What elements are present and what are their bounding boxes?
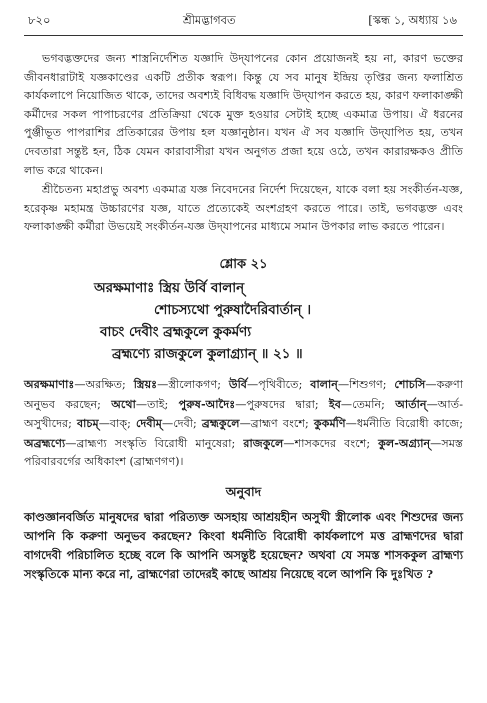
synonym-entry: কুল-অগ্র্যান্‌—সমস্ত পরিবারবর্গের অধিকাংশ (ব্রাহ্মণগণ)। xyxy=(24,435,463,469)
synonym-meaning: ব্রাহ্মণ্য সংস্কৃতি বিরোধী মানুষেরা; xyxy=(76,436,244,450)
synonym-word: স্ত্রিয়ঃ xyxy=(133,376,158,391)
synonym-entry: বালান্‌—শিশুগণ; xyxy=(310,376,395,391)
synonym-entry: কুকর্মণি—ধর্মনীতি বিরোধী কাজে; xyxy=(313,416,463,431)
synonym-word: অরক্ষমাণাঃ xyxy=(24,376,75,391)
synonym-word: ইব xyxy=(328,396,341,411)
synonym-meaning: পুরুষদের দ্বারা; xyxy=(246,397,329,411)
synonym-word: কুল-অগ্র্যান্‌ xyxy=(378,435,431,450)
synonym-entry: পুরুষ-আদৈঃ—পুরুষদের দ্বারা; xyxy=(178,396,329,411)
synonym-entry: অথো—তাই; xyxy=(111,396,179,411)
page-number: ৮২০ xyxy=(28,13,51,27)
synonym-entry: আর্তান্‌—আর্ত-অসুখীদের; xyxy=(24,396,463,431)
synonym-entry: অরক্ষমাণাঃ—অরক্ষিত; xyxy=(24,376,134,391)
synonym-entry: স্ত্রিয়ঃ—স্ত্রীলোকগণ; xyxy=(133,376,229,391)
synonym-entry: অব্রহ্মণ্যে—ব্রাহ্মণ্য সংস্কৃতি বিরোধী মানুষেরা; xyxy=(24,435,244,450)
synonym-meaning: পৃথিবীতে; xyxy=(258,377,311,391)
synonym-entry: বাচম্‌—বাক্; xyxy=(76,416,136,431)
synonym-meaning: তেমনি; xyxy=(352,397,396,411)
synonym-meaning: স্ত্রীলোকগণ; xyxy=(168,377,229,391)
page-header xyxy=(24,12,463,36)
synonym-meaning: তাই; xyxy=(147,397,179,411)
synonym-entry: ইব—তেমনি; xyxy=(328,396,396,411)
synonym-meaning: করুণা অনুভব করছেন; xyxy=(24,377,463,411)
synonym-word: আর্তান্‌ xyxy=(395,396,427,411)
verse-line-4: ব্রহ্মণ্যে রাজকুলে কুলাগ্র্যান্‌ ॥ ২১ ॥ xyxy=(112,345,303,362)
synonym-meaning: শাসকদের বংশে; xyxy=(294,436,379,450)
synonym-meaning: সমস্ত পরিবারবর্গের অধিকাংশ (ব্রাহ্মণগণ)। xyxy=(24,436,463,469)
synonym-entry: উর্বি—পৃথিবীতে; xyxy=(228,376,311,391)
synonym-entry: ব্রহ্মকুলে—ব্রাহ্মণ বংশে; xyxy=(201,416,314,431)
synonym-meaning: ধর্মনীতি বিরোধী কাজে; xyxy=(356,417,463,431)
synonym-word: অব্রহ্মণ্যে xyxy=(24,435,66,450)
synonym-meaning: দেবী; xyxy=(173,417,202,431)
verse-line-3: বাচং দেবীং ব্রহ্মকুলে কুকর্মণ্য xyxy=(100,323,252,340)
verse-line-2: শোচস্যথো পুরুষাদৈরিবার্তান্‌ । xyxy=(154,301,311,318)
synonym-entry: শোচসি—করুণা অনুভব করছেন; xyxy=(24,376,463,411)
translation-heading: অনুবাদ xyxy=(225,483,262,499)
synonym-word: পুরুষ-আদৈঃ xyxy=(178,396,236,411)
synonym-word: রাজকুলে xyxy=(243,435,284,450)
translation-text: কাণ্ডজ্ঞানবর্জিত মানুষদের দ্বারা পরিত্যক্ত অসহায় আশ্রয়হীন অসুখী স্ত্রীলোক এবং শিশুদের জন্য আপনি কি করুণা অনুভব করছেন? কিংবা ধর্মনীতি বিরোধী কার্যকলাপে মত্ত ব্রাহ্মণদের দ্বারা বাগদেবী পরিচালিত হচ্ছে বলে কি আপনি অসন্তুষ্ট হয়েছেন? অথবা যে সমস্ত শাসককুল ব্রাহ্মণ্য সংস্কৃতিকে মান্য করে না, ব্রাহ্মণেরা তাদেরই কাছে আশ্রয় নিয়েছে বলে আপনি কি দুঃখিত ? xyxy=(24,509,463,581)
synonym-word: শোচসি xyxy=(394,376,426,391)
synonyms xyxy=(24,375,463,472)
purport-paragraph-2: শ্রীচৈতন্য মহাপ্রভু অবশ্য একমাত্র যজ্ঞ নিবেদনের নির্দেশ দিয়েছেন, যাকে বলা হয় সংকীর্তন-যজ্ঞ, হরেকৃষ্ণ মহামন্ত্র উচ্চারণের যজ্ঞ, যাতে প্রত্যেকেই অংশগ্রহণ করতে পারে। তাই, ভগবদ্ভক্ত এবং ফলাকাঙ্ক্ষী কর্মীরা উভয়েই সংকীর্তন-যজ্ঞ উদ্‌যাপনের মাধ্যমে সমান উপকার লাভ করতে পারেন। xyxy=(24,183,463,234)
synonym-word: কুকর্মণি xyxy=(313,416,346,431)
synonym-entry: দেবীম্‌—দেবী; xyxy=(135,416,202,431)
synonym-meaning: অরক্ষিত; xyxy=(85,377,134,391)
synonym-entry: রাজকুলে—শাসকদের বংশে; xyxy=(243,435,379,450)
synonym-word: অথো xyxy=(111,396,136,411)
verse-text xyxy=(24,277,463,365)
synonym-word: বালান্‌ xyxy=(310,376,338,391)
synonym-meaning: ব্রাহ্মণ বংশে; xyxy=(250,417,314,431)
synonym-word: ব্রহ্মকুলে xyxy=(201,416,240,431)
synonym-meaning: শিশুগণ; xyxy=(349,377,395,391)
synonym-word: বাচম্‌ xyxy=(76,416,99,431)
verse-heading: শ্লোক ২১ xyxy=(219,256,268,272)
book-title: শ্রীমদ্ভাগবত xyxy=(182,13,236,27)
synonym-word: উর্বি xyxy=(228,376,248,391)
chapter-reference: [স্কন্ধ ১, অধ্যায় ১৬ xyxy=(368,13,457,27)
purport-paragraph-1: ভগবদ্ভক্তদের জন্য শাস্ত্রনির্দেশিত যজ্ঞাদি উদ্‌যাপনের কোন প্রয়োজনই হয় না, কারণ ভক্তের জীবনধারাটাই যজ্ঞকাণ্ডের একটি প্রতীক স্বরূপ। কিন্তু যে সব মানুষ ইন্দ্রিয় তৃপ্তির জন্য ফলাশ্রিত কার্যকলাপে নিয়োজিত থাকে, তাদের অবশ্যই বিধিবদ্ধ যজ্ঞাদি উদ্‌যাপন করতে হয়, কারণ ফলাকাঙ্ক্ষী কর্মীদের সকল পাপাচরণের প্রতিক্রিয়া থেকে মুক্ত হওয়ার সেটাই হচ্ছে একমাত্র উপায়। ঐ ধরনের পুঞ্জীভূত পাপরাশির প্রতিকারের উপায় হল যজ্ঞানুষ্ঠান। যখন ঐ সব যজ্ঞাদি উদ্‌যাপিত হয়, তখন দেবতারা সন্তুষ্ট হন, ঠিক যেমন কারাবাসীরা যখন অনুগত প্রজা হয়ে ওঠে, তখন কারারক্ষকও প্রীতি লাভ করে থাকেন। xyxy=(24,52,463,177)
synonym-meaning: আর্ত-অসুখীদের; xyxy=(24,397,463,431)
synonym-meaning: বাক্; xyxy=(109,417,136,431)
verse-line-1: অরক্ষমাণাঃ স্ত্রিয় উর্বি বালান্‌ xyxy=(94,279,245,296)
synonym-word: দেবীম্‌ xyxy=(135,416,163,431)
